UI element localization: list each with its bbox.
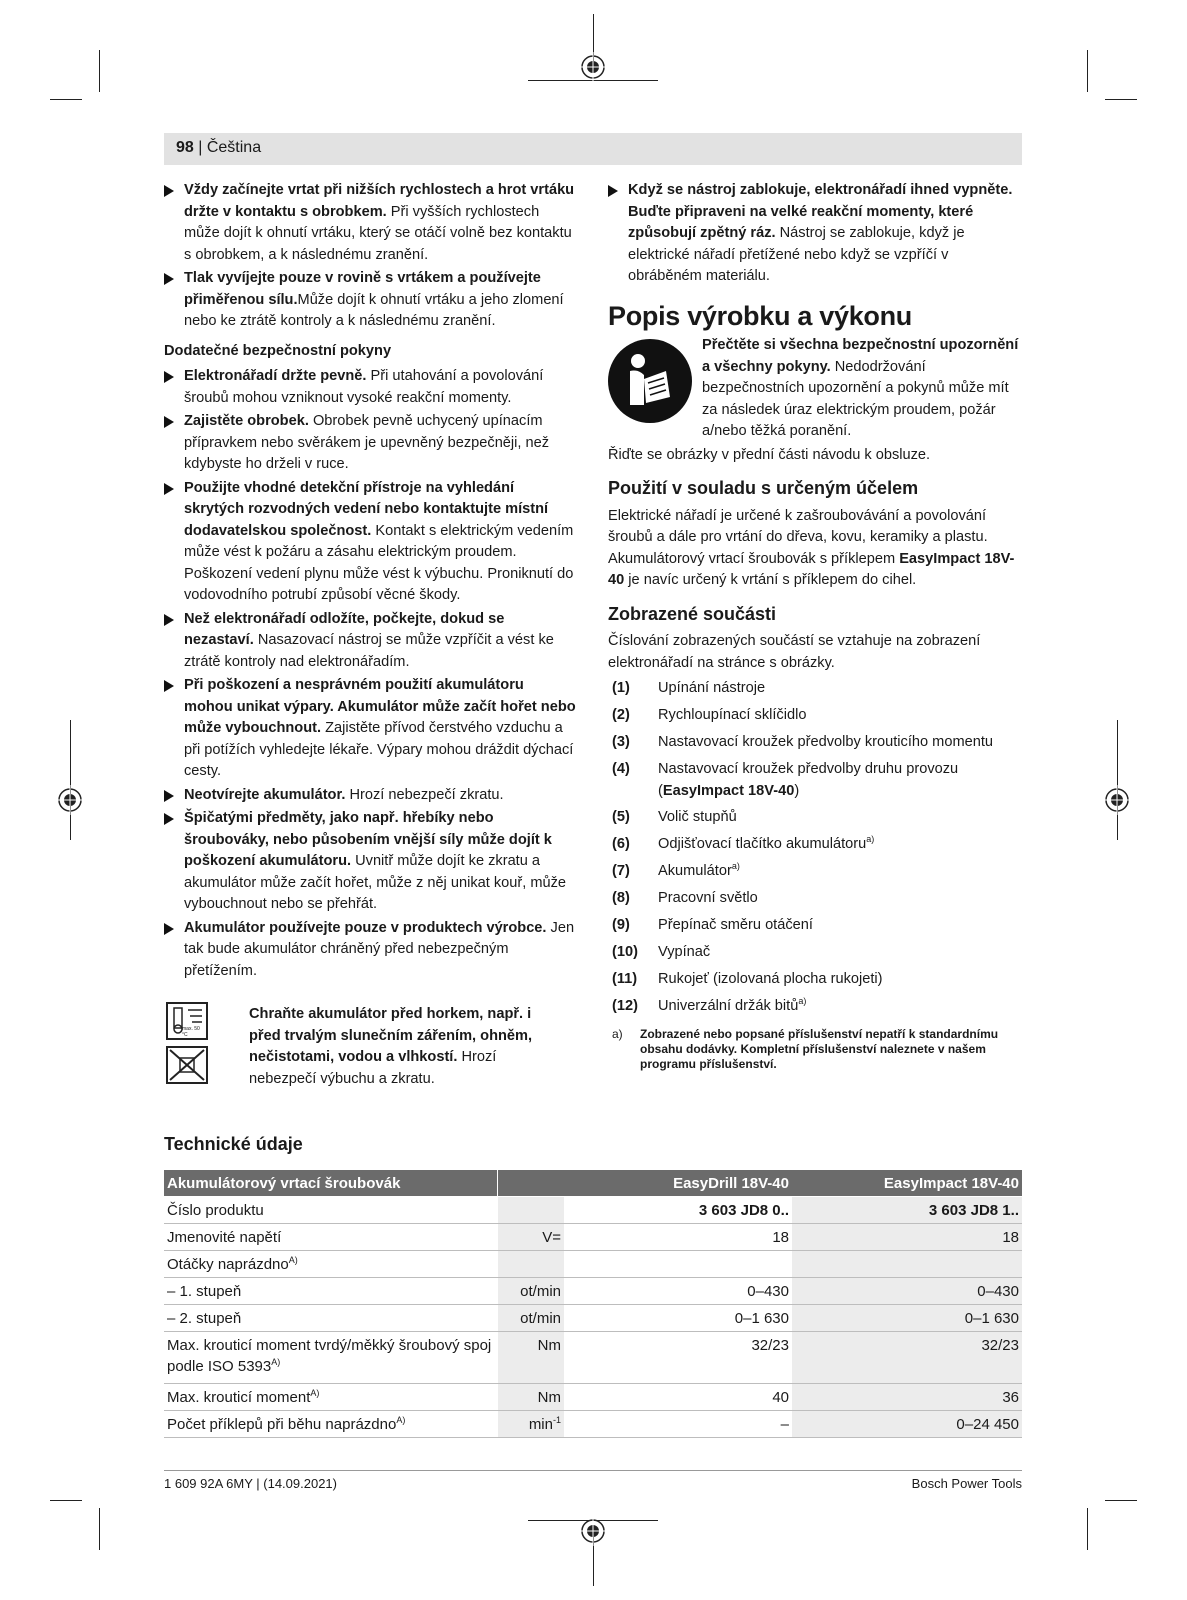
crop-mark <box>50 1500 82 1501</box>
read-manual-icon <box>608 339 692 423</box>
row-unit: ot/min <box>497 1278 564 1305</box>
safety-bullet <box>164 609 576 674</box>
battery-water-prohibited-icon <box>166 1046 208 1084</box>
bullet-text: Zajistěte přívod čerstvého vzduchu a při potížích vyhledejte lékaře. Výpary mohou dráždit dýchací cesty. <box>184 720 574 779</box>
bullet-bold: Neotvírejte akumulátor. <box>184 786 346 803</box>
crop-mark <box>1087 50 1088 92</box>
component-label: Rychloupínací sklíčidlo <box>658 707 807 723</box>
intended-use-title: Použití v souladu s určeným účelem <box>608 478 919 498</box>
component-number: (1) <box>612 680 630 696</box>
bullet-triangle-icon <box>608 185 618 197</box>
bullet-text: Hrozí nebezpečí zkratu. <box>345 786 504 803</box>
bullet-bold: Vždy začínejte vrtat při nižších rychlostech a hrot vrtáku držte v kontaktu s obrobkem. <box>184 182 575 220</box>
row-unit: Nm <box>497 1384 564 1411</box>
component-label: Nastavovací kroužek předvolby druhu provozu <box>658 761 959 777</box>
component-extra: ) <box>794 782 800 799</box>
bullet-bold: Když se nástroj zablokuje, elektronářadí ihned vypněte. Buďte připraveni na velké reakční momenty, které způsobují zpětný ráz. <box>628 182 1013 241</box>
safety-bullet <box>164 785 576 807</box>
bullet-text: Při utahování a povolování šroubů mohou vzniknout vysoké reakční momenty. <box>184 368 544 406</box>
footer-brand: Bosch Power Tools <box>911 1476 1022 1491</box>
list-item <box>608 888 1020 915</box>
row-value-1: 0–430 <box>564 1278 792 1305</box>
list-item <box>608 732 1020 759</box>
component-label: Volič stupňů <box>658 809 737 825</box>
intended-use-text-part: je navíc určený k vrtání s příklepem do cihel. <box>624 572 917 588</box>
section-title: Popis výrobku a výkonu <box>608 300 912 331</box>
row-value-2: 0–24 450 <box>792 1411 1022 1438</box>
bullet-triangle-icon <box>164 371 174 383</box>
footnote-ref: a) <box>731 861 740 872</box>
row-value-1: 18 <box>564 1224 792 1251</box>
footnote-ref: a) <box>866 834 875 845</box>
list-item <box>608 969 1020 996</box>
figure-note: Řiďte se obrázky v přední části návodu k obsluze. <box>608 446 931 463</box>
row-value-2: 3 603 JD8 1.. <box>792 1197 1022 1224</box>
component-label: Odjišťovací tlačítko akumulátoru <box>658 836 867 852</box>
bullet-triangle-icon <box>164 790 174 802</box>
list-item <box>608 996 1020 1023</box>
row-unit: V= <box>497 1224 564 1251</box>
components-intro: Číslování zobrazených součástí se vztahuje na zobrazení elektronářadí na stránce s obrázky. <box>608 633 981 671</box>
registration-mark-icon <box>578 52 608 82</box>
bullet-text: Nástroj se zablokuje, když je elektrické nářadí přetížené nebo když se vzpříčí v obráběném materiálu. <box>628 225 965 284</box>
crop-mark <box>99 50 100 92</box>
bullet-bold: Špičatými předměty, jako např. hřebíky nebo šroubováky, nebo působením vnější síly může dojít k poškození akumulátoru. <box>184 810 552 869</box>
bullet-text: Obrobek pevně uchycený upínacím přípravkem nebo svěrákem je upevněný bezpečněji, než kdybyste ho drželi v ruce. <box>184 413 550 472</box>
safety-bullet <box>164 918 576 983</box>
read-warning-bold: Přečtěte si všechna bezpečnostní upozornění a všechny pokyny. <box>702 337 1019 375</box>
intended-use-text-part: Elektrické nářadí je určené k zašroubovávání a povolování šroubů a dále pro vrtání do dřeva, kovu, keramiky a plastu. Akumulátorový vrtací šroubovák s příklepem <box>608 507 988 567</box>
list-item <box>608 705 1020 732</box>
row-label: Max. krouticí moment <box>167 1388 311 1406</box>
page-number: 98 <box>176 139 194 156</box>
row-label: Max. krouticí moment tvrdý/měkký šroubový spoj podle ISO 5393 <box>167 1337 492 1375</box>
crop-mark <box>1117 720 1118 840</box>
heat-warning-text: Hrozí nebezpečí výbuchu a zkratu. <box>249 1049 497 1087</box>
technical-data-table <box>164 1170 1022 1438</box>
bullet-bold: Zajistěte obrobek. <box>184 413 309 429</box>
row-unit <box>497 1197 564 1224</box>
safety-bullet <box>164 180 576 266</box>
technical-data-title: Technické údaje <box>164 1134 303 1154</box>
component-number: (4) <box>612 761 630 777</box>
row-label-cell <box>164 1251 497 1278</box>
footnote-ref: A) <box>271 1357 281 1367</box>
component-label: Nastavovací kroužek předvolby krouticího momentu <box>658 734 994 750</box>
component-number: (6) <box>612 836 630 852</box>
bullet-bold: Akumulátor používejte pouze v produktech výrobce. <box>184 919 547 936</box>
bullet-bold: Při poškození a nesprávném použití akumulátoru mohou unikat výpary. Akumulátor může začít hořet nebo může vybouchnout. <box>184 677 576 736</box>
row-value-2: 32/23 <box>792 1332 1022 1384</box>
page-language: Čeština <box>206 139 262 156</box>
footer-divider <box>164 1470 1022 1471</box>
bullet-triangle-icon <box>164 680 174 692</box>
safety-bullet <box>164 808 576 916</box>
safety-bullet <box>164 411 576 476</box>
component-number: (11) <box>612 971 638 987</box>
bullet-text: Při vyšších rychlostech může dojít k ohnutí vrtáku, který se otáčí volně bez kontaktu s obrobkem, a k následnému zranění. <box>184 203 572 263</box>
component-number: (5) <box>612 809 630 825</box>
row-value-2 <box>792 1251 1022 1278</box>
safety-bullet <box>164 478 576 607</box>
row-value-1: 0–1 630 <box>564 1305 792 1332</box>
component-number: (12) <box>612 998 638 1014</box>
registration-mark-icon <box>578 1516 608 1546</box>
list-item <box>608 759 1020 807</box>
row-unit-cell <box>497 1411 564 1438</box>
table-row <box>164 1251 1022 1278</box>
bullet-bold: Elektronářadí držte pevně. <box>184 368 367 384</box>
crop-mark <box>1105 1500 1137 1501</box>
component-label: Rukojeť (izolovaná plocha rukojeti) <box>658 971 883 987</box>
table-row <box>164 1278 1022 1305</box>
table-row <box>164 1384 1022 1411</box>
page-header-bar <box>164 133 1022 165</box>
crop-mark <box>70 720 71 840</box>
component-label: Univerzální držák bitů <box>658 998 799 1014</box>
bullet-triangle-icon <box>164 813 174 825</box>
row-value-1: – <box>564 1411 792 1438</box>
components-title: Zobrazené součásti <box>608 603 777 624</box>
safety-bullet <box>608 180 1020 288</box>
bullet-text: Kontakt s elektrickým vedením může vést k požáru a zásahu elektrickým proudem. Poškození vedení plynu může vést k výbuchu. Proniknutí do vodovodního potrubí způsobí věcné škody. <box>184 522 574 603</box>
component-label: Upínání nástroje <box>658 680 766 696</box>
crop-mark <box>99 1508 100 1550</box>
bullet-triangle-icon <box>164 614 174 626</box>
row-unit: min <box>528 1415 553 1433</box>
list-item <box>608 915 1020 942</box>
row-value-1 <box>564 1251 792 1278</box>
footer-doc-id: 1 609 92A 6MY | (14.09.2021) <box>164 1476 337 1491</box>
row-label: Počet příklepů při běhu naprázdno <box>167 1415 397 1433</box>
footnote-ref: a) <box>798 996 807 1007</box>
header-model-1: EasyDrill 18V-40 <box>564 1170 792 1197</box>
registration-mark-icon <box>1102 785 1132 815</box>
header-label: Akumulátorový vrtací šroubovák <box>164 1170 497 1197</box>
max-temperature-label: max. 50 °C <box>182 1026 200 1038</box>
crop-mark <box>50 99 82 100</box>
unit-exponent: -1 <box>552 1414 561 1425</box>
accessories-footnote <box>608 1027 1020 1072</box>
row-label: Otáčky naprázdno <box>167 1255 289 1273</box>
bullet-text: Jen tak bude akumulátor chráněný před nebezpečným přetížením. <box>184 919 575 979</box>
row-value-1: 40 <box>564 1384 792 1411</box>
table-header-row <box>164 1170 1022 1197</box>
list-item <box>608 861 1020 888</box>
row-value-1: 3 603 JD8 0.. <box>564 1197 792 1224</box>
registration-mark-icon <box>55 785 85 815</box>
bullet-text: Může dojít k ohnutí vrtáku a jeho zlomení nebo ke ztrátě kontroly a k následnému zranění. <box>184 291 564 329</box>
read-warning-text: Nedodržování bezpečnostních upozornění a pokynů může mít za následek úraz elektrickým proudem, požár a/nebo těžká poranění. <box>702 358 1009 439</box>
list-item <box>608 807 1020 834</box>
bullet-triangle-icon <box>164 273 174 285</box>
footnote-ref: A) <box>288 1254 298 1265</box>
footnote-mark: a) <box>612 1027 623 1041</box>
row-label: – 1. stupeň <box>164 1278 497 1305</box>
row-value-2: 0–430 <box>792 1278 1022 1305</box>
header-unit <box>497 1170 564 1197</box>
header-model-2: EasyImpact 18V-40 <box>792 1170 1022 1197</box>
bullet-text: Nasazovací nástroj se může vzpříčit a vést ke ztrátě kontroly nad elektronářadím. <box>184 632 554 670</box>
table-row <box>164 1224 1022 1251</box>
additional-safety-heading: Dodatečné bezpečnostní pokyny <box>164 342 392 359</box>
list-item <box>608 834 1020 861</box>
row-value-2: 0–1 630 <box>792 1305 1022 1332</box>
crop-mark <box>1105 99 1137 100</box>
safety-bullet <box>164 366 576 409</box>
component-number: (2) <box>612 707 630 723</box>
bullet-bold: Tlak vyvíjejte pouze v rovině s vrtákem a používejte přiměřenou sílu. <box>184 270 541 308</box>
right-column <box>608 180 1020 1072</box>
read-instructions-warning <box>608 335 1020 443</box>
row-label-cell <box>164 1384 497 1411</box>
component-label: Vypínač <box>658 944 711 960</box>
component-number: (3) <box>612 734 630 750</box>
battery-heat-icon <box>166 1002 208 1040</box>
component-number: (8) <box>612 890 630 906</box>
component-number: (9) <box>612 917 630 933</box>
row-value-2: 36 <box>792 1384 1022 1411</box>
component-extra: ( <box>658 782 663 799</box>
crop-mark <box>1087 1508 1088 1550</box>
row-label-cell <box>164 1411 497 1438</box>
row-label-cell <box>164 1332 497 1384</box>
bullet-bold: Použijte vhodné detekční přístroje na vyhledání skrytých rozvodných vedení nebo kontaktujte místní dodavatelskou společnost. <box>184 479 549 539</box>
bullet-triangle-icon <box>164 923 174 935</box>
row-unit <box>497 1251 564 1278</box>
component-label: Přepínač směru otáčení <box>658 917 813 933</box>
footnote-ref: A) <box>310 1387 320 1398</box>
heat-warning <box>249 1004 549 1090</box>
component-number: (10) <box>612 944 638 960</box>
table-row <box>164 1332 1022 1384</box>
components-list <box>608 678 1020 1023</box>
page-header: 98 | Čeština <box>176 139 262 156</box>
intended-use-text <box>608 506 1020 592</box>
heat-warning-bold: Chraňte akumulátor před horkem, např. i před trvalým slunečním zářením, ohněm, nečistotami, vodou a vlhkostí. <box>249 1006 533 1065</box>
safety-bullet <box>164 268 576 333</box>
component-number: (7) <box>612 863 630 879</box>
row-value-1: 32/23 <box>564 1332 792 1384</box>
component-label: Akumulátor <box>658 863 732 879</box>
intended-use-model: EasyImpact 18V-40 <box>608 550 1015 588</box>
table-row <box>164 1197 1022 1224</box>
component-label: Pracovní světlo <box>658 890 758 906</box>
component-extra-model: EasyImpact 18V-40 <box>662 782 795 799</box>
bullet-text: Uvnitř může dojít ke zkratu a akumulátor může začít hořet, může z něj unikat kouř, může vybouchnout nebo se přehřát. <box>184 853 567 912</box>
row-label: Číslo produktu <box>164 1197 497 1224</box>
safety-bullet <box>164 675 576 783</box>
bullet-bold: Než elektronářadí odložíte, počkejte, dokud se nezastaví. <box>184 610 505 648</box>
row-value-2: 18 <box>792 1224 1022 1251</box>
bullet-triangle-icon <box>164 416 174 428</box>
list-item <box>608 942 1020 969</box>
footnote-ref: A) <box>396 1414 406 1425</box>
table-row <box>164 1411 1022 1438</box>
list-item <box>608 678 1020 705</box>
table-row <box>164 1305 1022 1332</box>
row-label: Jmenovité napětí <box>164 1224 497 1251</box>
row-unit: Nm <box>497 1332 564 1384</box>
row-unit: ot/min <box>497 1305 564 1332</box>
footnote-text: Zobrazené nebo popsané příslušenství nepatří k standardnímu obsahu dodávky. Kompletní příslušenství naleznete v našem programu příslušenství. <box>640 1027 999 1071</box>
row-label: – 2. stupeň <box>164 1305 497 1332</box>
bullet-triangle-icon <box>164 185 174 197</box>
left-column <box>164 180 576 984</box>
bullet-triangle-icon <box>164 483 174 495</box>
